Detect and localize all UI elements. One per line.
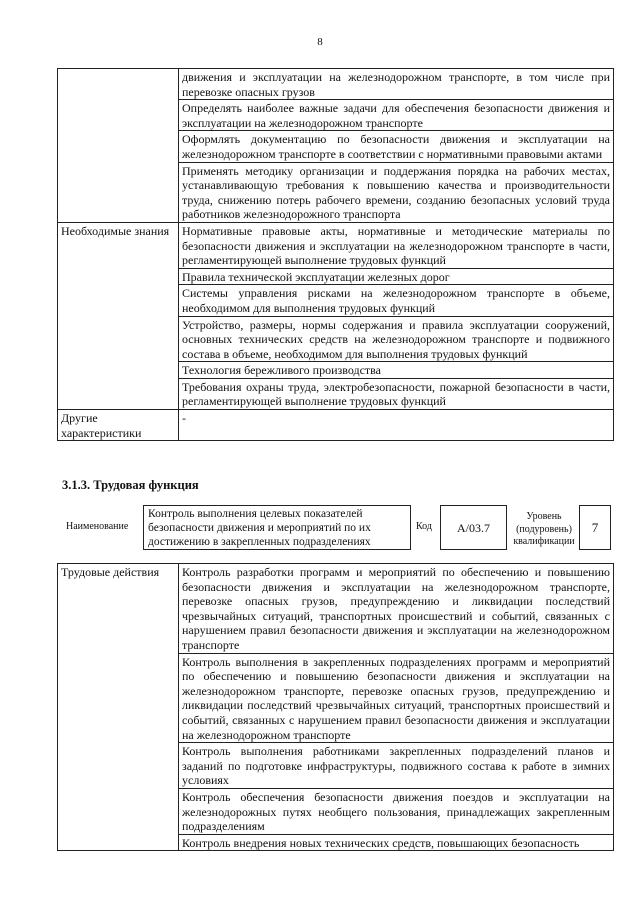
row-label-cell: Другие характеристики <box>58 410 179 441</box>
table-cell: Контроль разработки программ и мероприятий по обеспечению и повышению безопасности движения и эксплуатации на железнодорожном транспорте, перевозке опасных грузов, предупреждению и ликвидации последствий чрезвычайных ситуаций, транспортных происшествий и событий, связанных с нарушением правил безопасности движения и эксплуатации на железнодорожном транспорте <box>179 564 614 654</box>
skills-knowledge-table <box>57 68 614 441</box>
table-row <box>58 410 614 441</box>
table-row <box>58 564 614 654</box>
table-cell: Системы управления рисками на железнодорожном транспорте в объеме, необходимом для выполнения трудовых функций <box>179 285 614 316</box>
table-cell: движения и эксплуатации на железнодорожном транспорте, в том числе при перевозке опасных грузов <box>179 69 614 100</box>
name-label: Наименование <box>66 521 129 532</box>
labor-actions-table <box>57 563 614 851</box>
code-value-box: A/03.7 <box>440 505 507 550</box>
row-label-cell: Трудовые действия <box>58 564 179 851</box>
level-label: Уровень (подуровень) квалификации <box>513 511 575 547</box>
section-title: 3.1.3. Трудовая функция <box>62 478 199 492</box>
table-cell: Нормативные правовые акты, нормативные и методические материалы по безопасности движения и эксплуатации на железнодорожном транспорте в части, регламентирующей выполнение трудовых функций <box>179 222 614 268</box>
table-cell: Оформлять документацию по безопасности движения и эксплуатации на железнодорожном транспорте в соответствии с нормативными правовыми актами <box>179 131 614 162</box>
table-row <box>58 69 614 100</box>
table-cell: Контроль внедрения новых технических средств, повышающих безопасность <box>179 834 614 851</box>
page-number: 8 <box>317 36 323 48</box>
table-cell: Требования охраны труда, электробезопасности, пожарной безопасности в части, регламентирующей выполнение трудовых функций <box>179 378 614 409</box>
row-label-cell: Необходимые знания <box>58 222 179 409</box>
table-cell: Контроль выполнения работниками закрепленных подразделений планов и заданий по подготовке инфраструктуры, подвижного состава к работе в зимних условиях <box>179 743 614 789</box>
table-cell: Технология бережливого производства <box>179 362 614 379</box>
table-cell: Контроль выполнения в закрепленных подразделениях программ и мероприятий по обеспечению и повышению безопасности движения и эксплуатации на железнодорожном транспорте, перевозке опасных грузов, предупреждению и ликвидации последствий чрезвычайных ситуаций, транспортных происшествий и событий, связанных с нарушением правил безопасности движения и эксплуатации на железнодорожном транспорте <box>179 653 614 743</box>
table-cell: Устройство, размеры, нормы содержания и правила эксплуатации сооружений, основных технических средств на железнодорожном транспорте и подвижного состава в объеме, необходимом для выполнения трудовых функций <box>179 316 614 362</box>
table-cell: Определять наиболее важные задачи для обеспечения безопасности движения и эксплуатации на железнодорожном транспорте <box>179 100 614 131</box>
table-cell: Контроль обеспечения безопасности движения поездов и эксплуатации на железнодорожных путях необщего пользования, принадлежащих закрепленным подразделениям <box>179 788 614 834</box>
table-cell: - <box>179 410 614 441</box>
code-label: Код <box>416 521 432 532</box>
table-cell: Применять методику организации и поддержания порядка на рабочих местах, устанавливающую требования к повышению качества и производительности труда, снижению потерь рабочего времени, созданию безопасных условий труда работников железнодорожного транспорта <box>179 162 614 222</box>
table-row <box>58 222 614 268</box>
row-label-cell <box>58 69 179 223</box>
level-value-box: 7 <box>579 505 611 550</box>
table-cell: Правила технической эксплуатации железных дорог <box>179 268 614 285</box>
function-name-box: Контроль выполнения целевых показателей безопасности движения и мероприятий по их достижению в закрепленных подразделениях <box>143 505 411 550</box>
